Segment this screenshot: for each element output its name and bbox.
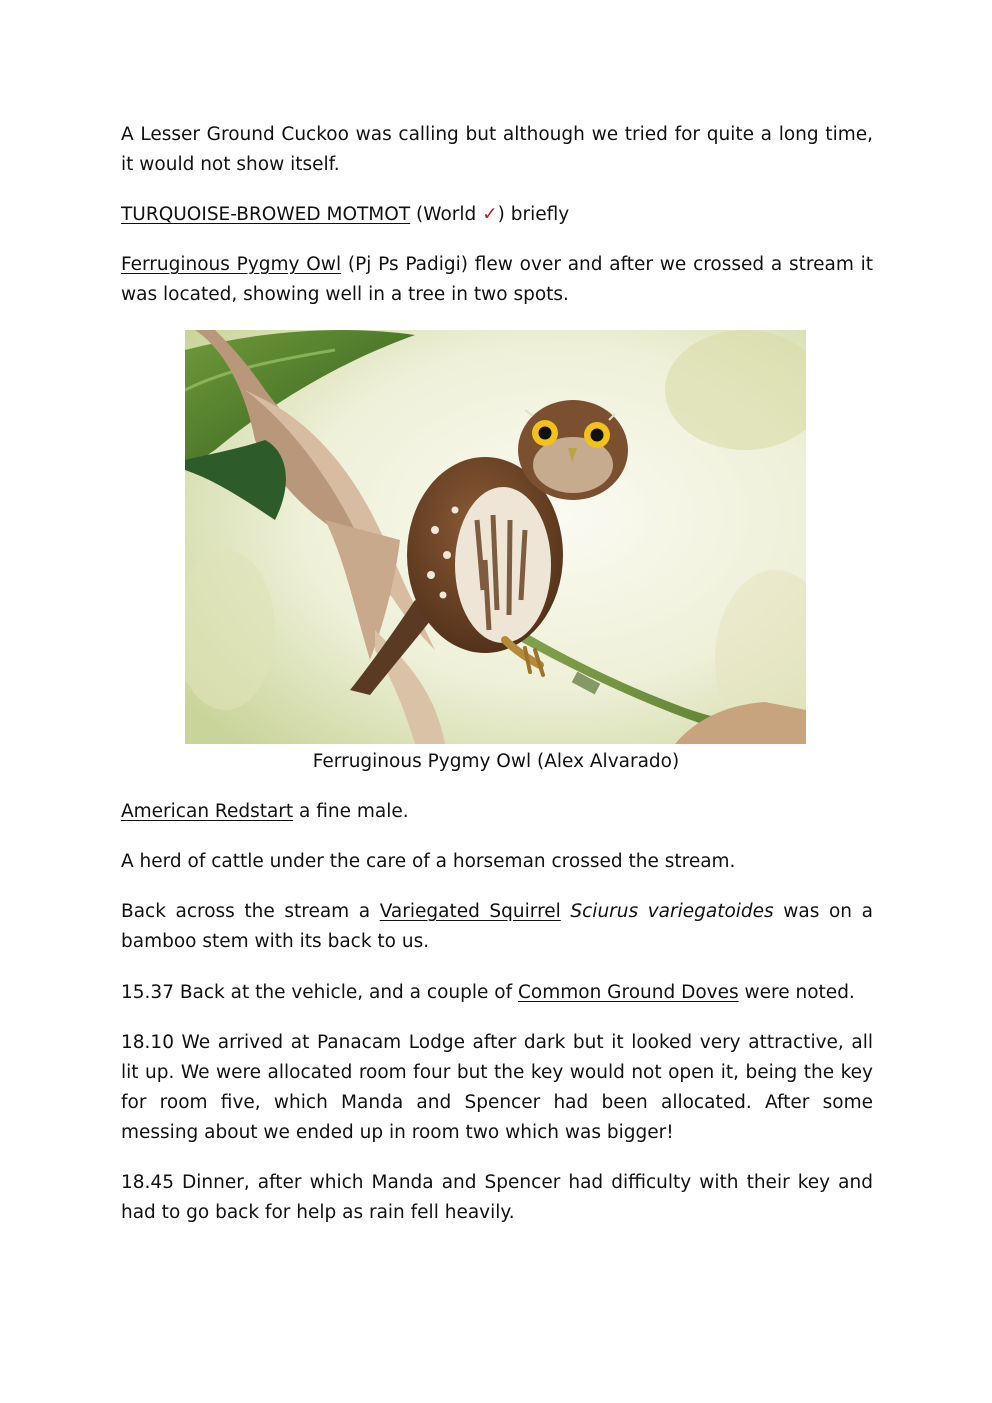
vehicle-text: were noted. (738, 982, 855, 1003)
species-name-redstart: American Redstart (121, 801, 294, 822)
redstart-text: a fine male. (293, 801, 409, 822)
species-name-squirrel: Variegated Squirrel (379, 901, 561, 922)
paragraph-cattle: A herd of cattle under the care of a horseman crossed the stream. (121, 851, 736, 872)
owl-photo (185, 330, 806, 744)
paragraph-cuckoo: A Lesser Ground Cuckoo was calling but although we tried for quite a long time, it would not show itself. (121, 124, 873, 175)
paragraph-lodge: 18.10 We arrived at Panacam Lodge after dark but it looked very attractive, all lit up. We were allocated room four but the key would not open it, being the key for room five, which Manda and Spencer had been allocated. After some messing about we ended up in room two which was bigger! (121, 1032, 873, 1143)
paragraph-motmot (121, 200, 873, 230)
squirrel-text: was on a bamboo stem with its back to us. (121, 901, 873, 952)
species-name-motmot: TURQUOISE-BROWED MOTMOT (121, 204, 411, 225)
pygmy-owl-text: (Pj Ps Padigi) flew over and after we crossed a stream it was located, showing well in a tree in two spots. (121, 254, 873, 305)
paragraph-vehicle (121, 978, 873, 1008)
photo-caption: Ferruginous Pygmy Owl (Alex Alvarado) (312, 751, 680, 772)
paragraph-dinner: 18.45 Dinner, after which Manda and Spencer had difficulty with their key and had to go back for help as rain fell heavily. (121, 1172, 873, 1223)
paragraph-pygmy-owl (121, 250, 873, 310)
motmot-note: ) briefly (497, 204, 570, 225)
scientific-name-squirrel: Sciurus variegatoides (570, 901, 774, 922)
species-name-pygmy-owl: Ferruginous Pygmy Owl (121, 254, 342, 275)
paragraph-squirrel (121, 897, 873, 957)
vehicle-intro: 15.37 Back at the vehicle, and a couple of (121, 982, 518, 1003)
checkmark-icon: ✓ (482, 204, 498, 225)
world-label: (World (410, 204, 483, 225)
species-name-ground-doves: Common Ground Doves (517, 982, 739, 1003)
squirrel-intro: Back across the stream a (121, 901, 380, 922)
paragraph-redstart (121, 797, 873, 827)
